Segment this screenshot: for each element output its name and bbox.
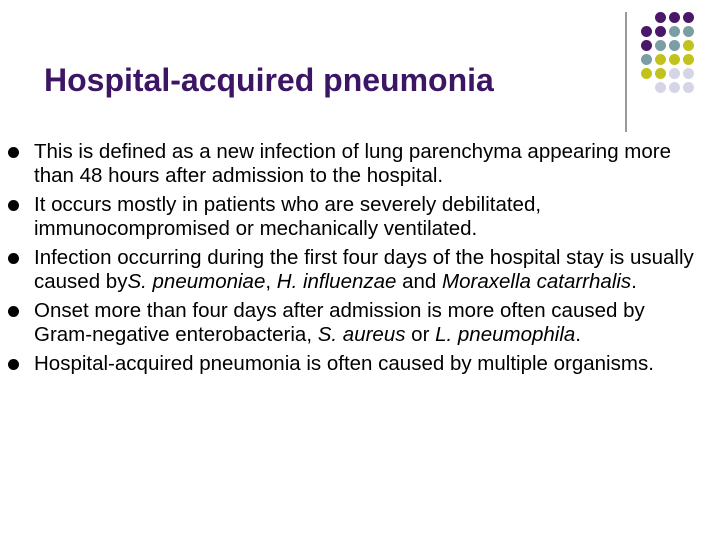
bullet-list	[0, 140, 700, 381]
bullet-italic-text: Moraxella catarrhalis	[442, 270, 632, 293]
bullet-dot-icon	[8, 306, 19, 317]
decorative-dot	[683, 26, 694, 37]
bullet-text: This is defined as a new infection of lung parenchyma appearing more than 48 hours after admission to the hospital.	[34, 140, 672, 187]
bullet-item	[0, 246, 700, 294]
bullet-italic-text: H. influenzae	[276, 270, 397, 293]
decorative-dot	[683, 40, 694, 51]
bullet-italic-text: S. aureus	[317, 323, 406, 346]
bullet-text: or	[405, 323, 436, 346]
bullet-dot-icon	[8, 253, 19, 264]
decorative-dot	[669, 54, 680, 65]
decorative-dot	[655, 40, 666, 51]
slide-title: Hospital-acquired pneumonia	[44, 62, 494, 98]
bullet-text: Onset more than four days after admission is more often caused by Gram-negative enterobacteria,	[34, 299, 645, 346]
decorative-dot	[669, 68, 680, 79]
bullet-item	[0, 193, 700, 241]
decorative-dot	[683, 12, 694, 23]
bullet-item	[0, 140, 700, 188]
decorative-dot	[669, 82, 680, 93]
decorative-dot	[641, 26, 652, 37]
bullet-item	[0, 299, 700, 347]
decorative-dot	[641, 68, 652, 79]
bullet-text: Hospital-acquired pneumonia is often caused by multiple organisms.	[34, 352, 654, 375]
bullet-dot-icon	[8, 147, 19, 158]
decorative-dot	[669, 40, 680, 51]
bullet-text: ,	[265, 270, 277, 293]
decorative-dot	[655, 68, 666, 79]
bullet-italic-text: S. pneumoniae	[127, 270, 266, 293]
bullet-dot-icon	[8, 200, 19, 211]
bullet-text: .	[575, 323, 581, 346]
bullet-item	[0, 352, 700, 376]
bullet-text: Infection occurring during the first four days of the hospital stay is usually caused by	[34, 246, 694, 293]
decorative-dot	[655, 26, 666, 37]
decorative-dot	[683, 54, 694, 65]
bullet-italic-text: L. pneumophila	[435, 323, 576, 346]
bullet-dot-icon	[8, 359, 19, 370]
decorative-dot	[655, 54, 666, 65]
bullet-text: .	[631, 270, 637, 293]
decorative-dot	[641, 54, 652, 65]
decorative-dot	[683, 82, 694, 93]
bullet-text: It occurs mostly in patients who are severely debilitated, immunocompromised or mechanically ventilated.	[34, 193, 542, 240]
bullet-text: and	[396, 270, 443, 293]
decorative-dot	[655, 12, 666, 23]
decorative-dot	[641, 40, 652, 51]
decorative-dot	[669, 12, 680, 23]
decorative-dot	[669, 26, 680, 37]
decorative-dot	[683, 68, 694, 79]
decorative-dot	[655, 82, 666, 93]
